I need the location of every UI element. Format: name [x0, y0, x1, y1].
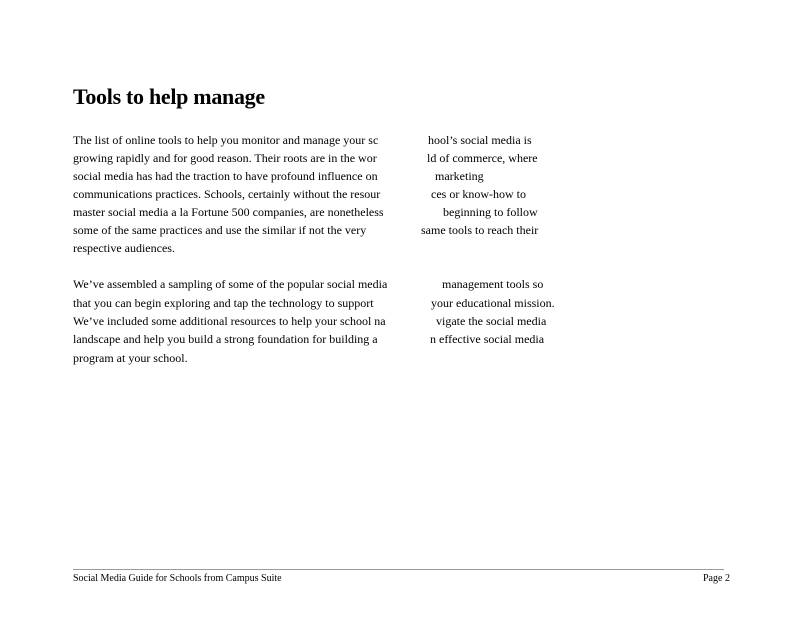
text-segment-right: beginning to follow — [443, 205, 538, 219]
text-segment-left: respective audiences. — [73, 241, 175, 255]
text-segment-left: The list of online tools to help you monitor and manage your sc — [73, 133, 379, 147]
text-segment-left: We’ve included some additional resources to help your school na — [73, 314, 386, 328]
footer-page-number: Page 2 — [703, 573, 730, 584]
text-segment-left: master social media a la Fortune 500 companies, are nonetheless — [73, 205, 384, 219]
text-segment-right: n effective social media — [430, 332, 545, 346]
text-segment-right: vigate the social media — [436, 314, 547, 328]
page-title: Tools to help manage — [73, 84, 265, 109]
text-segment-right: management tools so — [442, 277, 544, 291]
text-segment-left: program at your school. — [73, 351, 188, 365]
text-segment-right: marketing — [435, 169, 484, 183]
text-segment-left: We’ve assembled a sampling of some of the popular social media — [73, 277, 388, 291]
text-segment-right: hool’s social media is — [428, 133, 532, 147]
text-segment-left: communications practices. Schools, certainly without the resour — [73, 187, 381, 201]
text-segment-left: some of the same practices and use the similar if not the very — [73, 223, 367, 237]
text-segment-right: same tools to reach their — [421, 223, 539, 237]
footer-document-title: Social Media Guide for Schools from Campus Suite — [73, 573, 282, 584]
text-segment-left: growing rapidly and for good reason. Their roots are in the wor — [73, 151, 377, 165]
footer-page-number-clip — [690, 573, 730, 587]
text-segment-right: your educational mission. — [431, 296, 555, 310]
text-segment-left: that you can begin exploring and tap the technology to support — [73, 296, 374, 310]
text-segment-right: ld of commerce, where — [427, 151, 538, 165]
footer-divider — [73, 569, 724, 570]
text-segment-right: ces or know-how to — [431, 187, 526, 201]
text-segment-left: landscape and help you build a strong foundation for building a — [73, 332, 378, 346]
text-segment-left: social media has had the traction to have profound influence on — [73, 169, 378, 183]
